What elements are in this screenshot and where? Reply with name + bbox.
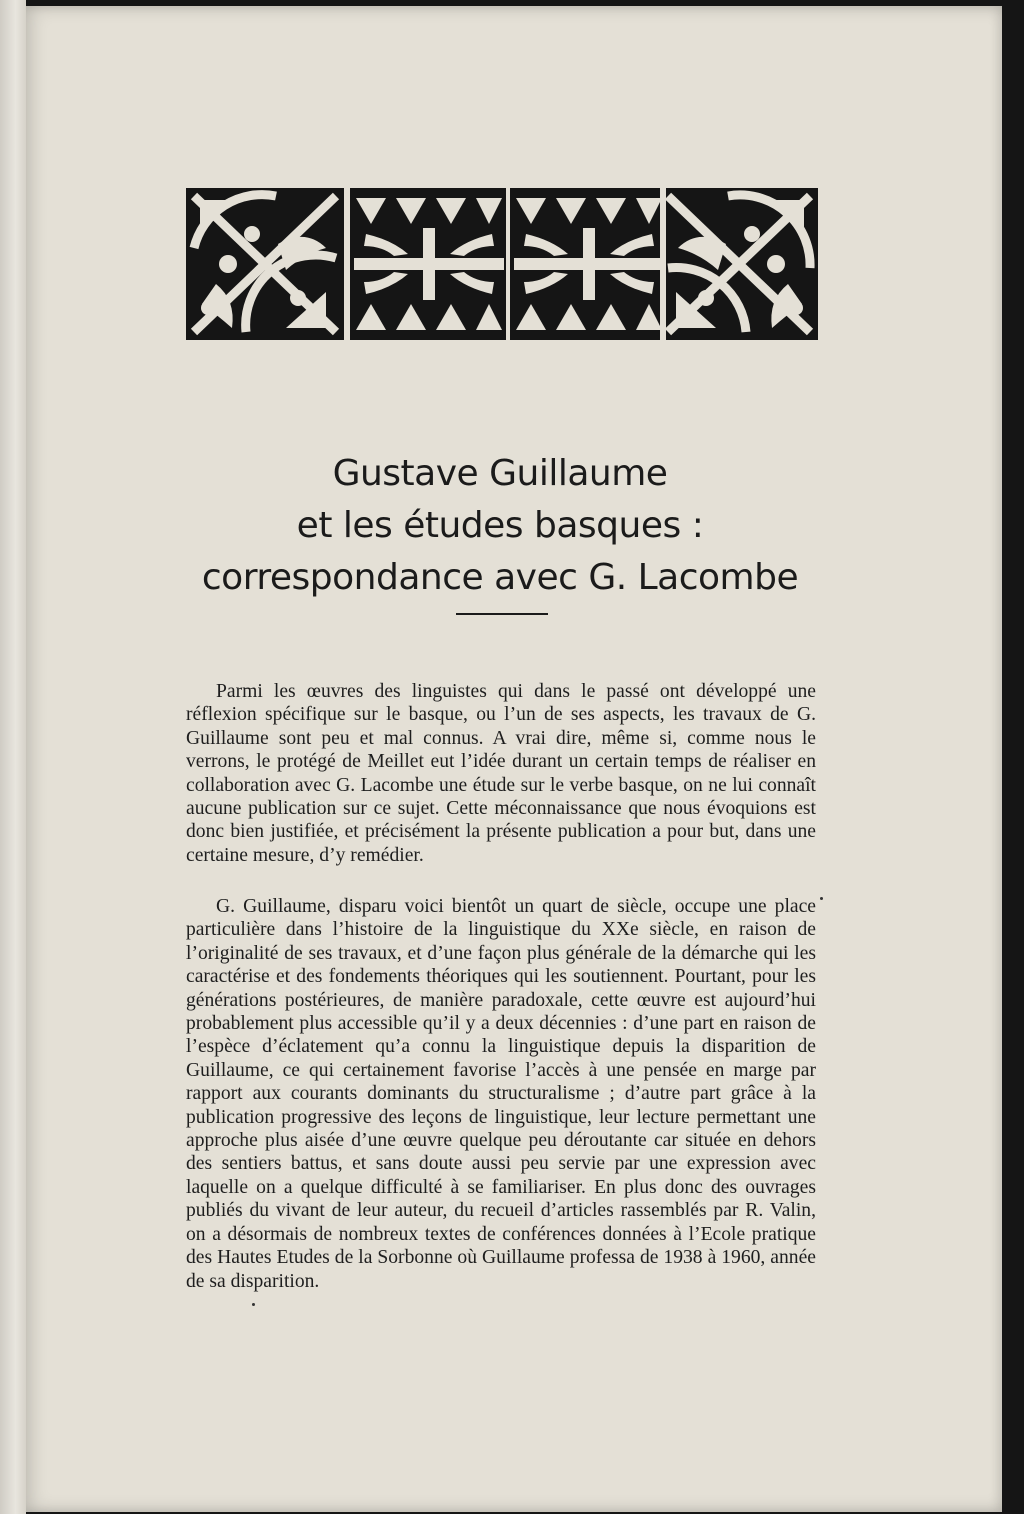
article-title: [150, 448, 850, 604]
binding-fold: [0, 0, 26, 1514]
print-speck: [820, 897, 823, 900]
basque-geometric-frieze-icon: [186, 188, 818, 340]
title-line: et les études basques :: [296, 505, 704, 546]
body-paragraph: G. Guillaume, disparu voici bientôt un quart de siècle, occupe une place particulière dans l’histoire de la linguistique du XXe siècle, en raison de l’originalité de ses travaux, et d’une façon plus générale de la démarche qui les caractérise et des fondements théoriques qui les soutiennent. Pourtant, pour les générations postérieures, de manière paradoxale, cette œuvre est aujourd’hui probablement plus accessible qu’il y a deux décennies : d’une part en raison de l’espèce d’éclatement qu’a connu la linguistique depuis la disparition de Guillaume, ce qui certainement favorise l’accès à une pensée en marge par rapport aux courants dominants du structuralisme ; d’autre part grâce à la publication progressive des leçons de linguistique, leur lecture permettant une approche plus aisée d’une œuvre quelque peu déroutante car située en dehors des sentiers battus, et sans doute aussi peu servie par une expression avec laquelle on a quelque difficulté à se familiariser. En plus donc des ouvrages publiés du vivant de leur auteur, du recueil d’articles rassemblés par R. Valin, on a désormais de nombreux textes de conférences données à l’Ecole pratique des Hautes Etudes de la Sorbonne où Guillaume professa de 1938 à 1960, année de sa disparition.: [186, 896, 816, 1292]
print-speck: [252, 1303, 255, 1306]
body-paragraph: Parmi les œuvres des linguistes qui dans le passé ont développé une réflexion spécifique sur le basque, ou l’un de ses aspects, les travaux de G. Guillaume sont peu et mal connus. A vrai dire, même si, comme nous le verrons, le protégé de Meillet eut l’idée durant un certain temps de réaliser en collaboration avec G. Lacombe une étude sur le verbe basque, on ne lui connaît aucune publication sur ce sujet. Cette méconnaissance que nous évoquions est donc bien justifiée, et précisément la présente publication a pour but, dans une certaine mesure, d’y remédier.: [186, 681, 816, 866]
title-line: Gustave Guillaume: [332, 453, 668, 494]
title-divider: [456, 613, 548, 615]
title-line: correspondance avec G. Lacombe: [201, 557, 799, 598]
